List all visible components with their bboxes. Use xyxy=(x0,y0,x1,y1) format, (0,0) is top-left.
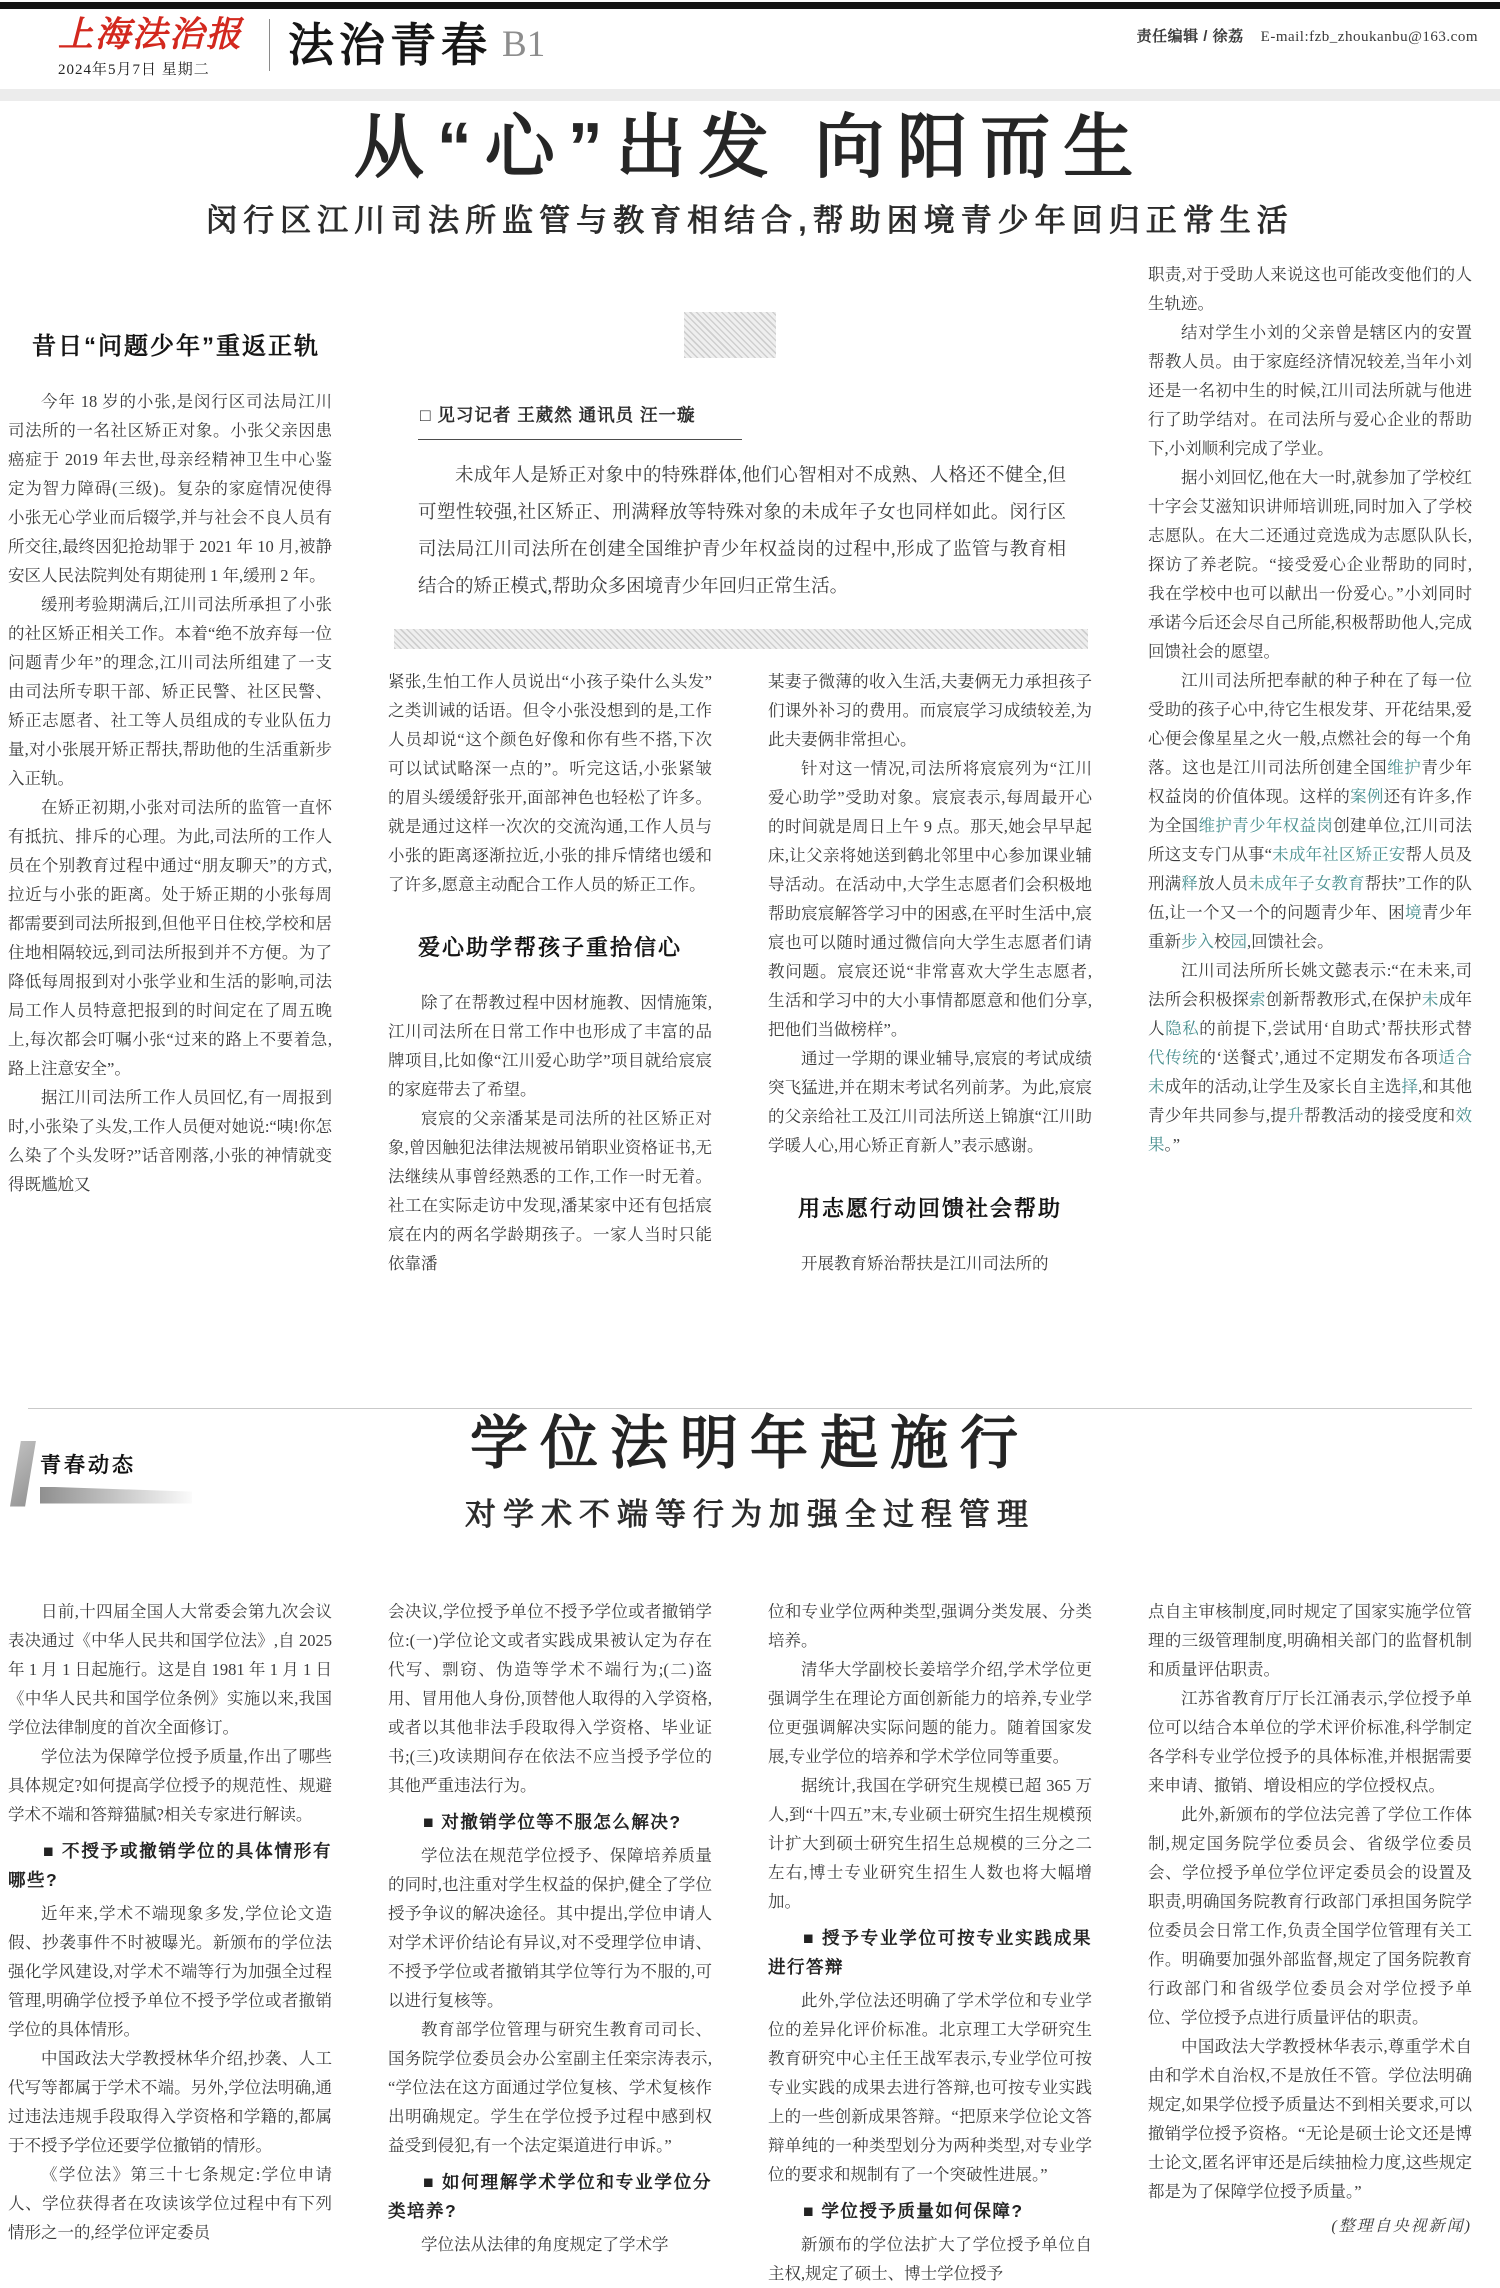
paragraph: 据统计,我国在学研究生规模已超 365 万人,到“十四五”末,专业硕士研究生招生规模预计扩大到硕士研究生招生总规模的三分之二左右,博士专业研究生招生人数也将大幅增加。 xyxy=(768,1775,1092,1911)
highlighted-text: 代传统 xyxy=(1148,1047,1200,1067)
byline: □ 见习记者 王葳然 通讯员 汪一璇 xyxy=(418,402,742,440)
intro-paragraph: 未成年人是矫正对象中的特殊群体,他们心智相对不成熟、人格还不健全,但可塑性较强,社区矫正、刑满释放等特殊对象的未成年子女也同样如此。闵行区司法局江川司法所在创建全国维护青少年权益岗的过程中,形成了监管与教育相结合的矫正模式,帮助众多困境青少年回归正常生活。 xyxy=(418,465,1066,597)
lead-middle-columns xyxy=(388,667,1092,1278)
lead-column-1 xyxy=(8,260,332,1378)
paragraph: 缓刑考验期满后,江川司法所承担了小张的社区矫正相关工作。本着“绝不放弃每一位问题青少年”的理念,江川司法所组建了一支由司法所专职干部、矫正民警、社区民警、矫正志愿者、社工等人员组成的专业队伍力量,对小张展开矫正帮扶,帮助他的生活重新步入正轨。 xyxy=(8,594,332,788)
lead-column-3 xyxy=(768,667,1092,1278)
question-heading: ■ 对撤销学位等不服怎么解决? xyxy=(423,1811,682,1832)
highlighted-text: 未 xyxy=(1421,989,1439,1009)
credit-line: (整理自央视新闻) xyxy=(1331,2217,1472,2235)
lead-middle-area xyxy=(388,260,1092,1378)
paragraph: 位和专业学位两种类型,强调分类发展、分类培养。 xyxy=(768,1601,1092,1650)
highlighted-text: 未成年社区矫正安 xyxy=(1272,844,1406,864)
kicker-label: 青春动态 xyxy=(40,1453,136,1477)
question-heading: ■ 不授予或撤销学位的具体情形有哪些? xyxy=(8,1840,332,1890)
second-column-2 xyxy=(388,1597,712,2288)
paragraph: 日前,十四届全国人大常委会第九次会议表决通过《中华人民共和国学位法》,自 2025 年 1 月 1 日起施行。这是自 1981 年 1 月 1 日《中华人民共和国学位条例》实施以来,我国学位法律制度的首次全面修订。 xyxy=(8,1601,332,1737)
highlighted-text: 维护 xyxy=(1387,757,1422,777)
top-rule xyxy=(0,2,1500,9)
paragraph: 江苏省教育厅厅长江涌表示,学位授予单位可以结合本单位的学术评价标准,科学制定各学科专业学位授予的具体标准,并根据需要来申请、撤销、增设相应的学位授权点。 xyxy=(1148,1688,1472,1795)
brand-block xyxy=(58,17,243,79)
highlighted-text: 释 xyxy=(1181,873,1199,893)
lead-column-4 xyxy=(1148,260,1472,1378)
highlighted-text: 升 xyxy=(1287,1105,1304,1125)
lead-headline: 从“心”出发 向阳而生 xyxy=(353,108,1147,186)
newspaper-logo: 上海法治报 xyxy=(58,15,244,54)
paragraph: 教育部学位管理与研究生教育司司长、国务院学位委员会办公室副主任栾宗涛表示,“学位法在这方面通过学位复核、学术复核作出明确规定。学生在学位授予过程中感到权益受到侵犯,有一个法定渠道进行申诉。” xyxy=(388,2019,712,2155)
paragraph: 江川司法所把奉献的种子种在了每一位受助的孩子心中,待它生根发芽、开花结果,爱心便会像星星之火一般,点燃社会的每一个角落。这也是江川司法所创建全国维护青少年权益岗的价值体现。这样的案例还有许多,作为全国维护青少年权益岗创建单位,江川司法所这支专门从事“未成年社区矫正安帮人员及刑满释放人员未成年子女教育帮扶”工作的队伍,让一个又一个的问题青少年、困境青少年重新步入校园,回馈社会。 xyxy=(1148,670,1473,951)
kicker-underline xyxy=(40,1487,192,1504)
crosshead: 爱心助学帮孩子重拾信心 xyxy=(417,934,682,960)
highlighted-text: 境 xyxy=(1405,902,1422,922)
question-heading: ■ 学位授予质量如何保障? xyxy=(803,2200,1024,2221)
paragraph: 学位法在规范学位授予、保障培养质量的同时,也注重对学生权益的保护,健全了学位授予争议的解决途径。其中提出,学位申请人对学术评价结论有异议,对不受理学位申请、不授予学位或者撤销其学位等行为不服的,可以进行复核等。 xyxy=(388,1845,712,2010)
paragraph: 此外,学位法还明确了学术学位和专业学位的差异化评价标准。北京理工大学研究生教育研究中心主任王战军表示,专业学位可按专业实践的成果去进行答辩,也可按专业实践上的一些创新成果答辩。“把原来学位论文答辩单纯的一种类型划分为两种类型,对专业学位的要求和规制有了一个突破性进展。” xyxy=(768,1990,1092,2184)
highlighted-text: 案例 xyxy=(1350,786,1384,806)
second-column-1 xyxy=(8,1597,332,2288)
paragraph: 此外,新颁布的学位法完善了学位工作体制,规定国务院学位委员会、省级学位委员会、学位授予单位学位评定委员会的设置及职责,明确国务院教育行政部门承担国务院学位委员会日常工作,负责全国学位管理有关工作。明确要加强外部监督,规定了国务院教育行政部门和省级学位委员会对学位授予单位、学位授予点进行质量评估的职责。 xyxy=(1148,1804,1472,2027)
paragraph: 点自主审核制度,同时规定了国家实施学位管理的三级管理制度,明确相关部门的监督机制和质量评估职责。 xyxy=(1148,1601,1472,1679)
masthead xyxy=(0,9,1500,87)
second-column-4 xyxy=(1148,1597,1472,2288)
second-headline: 学位法明年起施行 xyxy=(469,1410,1030,1476)
kicker-block xyxy=(40,1449,192,1504)
question-heading: ■ 授予专业学位可按专业实践成果进行答辩 xyxy=(768,1927,1092,1977)
crosshead: 用志愿行动回馈社会帮助 xyxy=(797,1195,1062,1221)
masthead-divider xyxy=(269,19,270,71)
header-band xyxy=(0,89,1500,101)
highlighted-text: 隐私 xyxy=(1165,1018,1200,1038)
paragraph: 江川司法所所长姚文懿表示:“在未来,司法所会积极探索创新帮教形式,在保护未成年人隐私的前提下,尝试用‘自助式’帮扶形式替代传统的‘送餐式’,通过不定期发布各项适合未成年的活动,让学生及家长自主选择,和其他青少年共同参与,提升帮教活动的接受度和效果。” xyxy=(1148,960,1473,1154)
paragraph: 职责,对于受助人来说这也可能改变他们的人生轨迹。 xyxy=(1148,264,1472,313)
paragraph: 针对这一情况,司法所将宸宸列为“江川爱心助学”受助对象。宸宸表示,每周最开心的时间就是周日上午 9 点。那天,她会早早起床,让父亲将她送到鹤北邻里中心参加课业辅导活动。在活动中,大学生志愿者们会积极地帮助宸宸解答学习中的困惑,在平时生活中,宸宸也可以随时通过微信向大学生志愿者们请教问题。宸宸还说“非常喜欢大学生志愿者,生活和学习中的大小事情都愿意和他们分享,把他们当做榜样”。 xyxy=(768,758,1092,1039)
editor-email: E-mail:fzb_zhoukanbu@163.com xyxy=(1260,29,1478,45)
editor-name: 责任编辑 / 徐荔 xyxy=(1136,28,1244,45)
paragraph: 会决议,学位授予单位不授予学位或者撤销学位:(一)学位论文或者实践成果被认定为存在代写、剽窃、伪造等学术不端行为;(二)盗用、冒用他人身份,顶替他人取得的入学资格,或者以其他非法手段取得入学资格、毕业证书;(三)攻读期间存在依法不应当授予学位的其他严重违法行为。 xyxy=(388,1601,712,1795)
highlighted-text: 维护青少年权益岗 xyxy=(1198,815,1334,835)
paragraph: 清华大学副校长姜培学介绍,学术学位更强调学生在理论方面创新能力的培养,专业学位更强调解决实际问题的能力。随着国家发展,专业学位的培养和学术学位同等重要。 xyxy=(768,1659,1092,1766)
newspaper-page xyxy=(0,2,1500,2283)
paragraph: 除了在帮教过程中因材施教、因情施策,江川司法所在日常工作中也形成了丰富的品牌项目,比如像“江川爱心助学”项目就给宸宸的家庭带去了希望。 xyxy=(388,992,712,1099)
section-name: 法治青春 xyxy=(288,19,493,71)
paragraph: 据江川司法所工作人员回忆,有一周报到时,小张染了头发,工作人员便对她说:“咦!你怎么染了个头发呀?”话音刚落,小张的神情就变得既尴尬又 xyxy=(8,1087,332,1194)
second-article-header xyxy=(0,1409,1500,1581)
highlighted-text: 择 xyxy=(1401,1076,1419,1096)
highlighted-text: 索 xyxy=(1249,989,1266,1009)
paragraph: 宸宸的父亲潘某是司法所的社区矫正对象,曾因触犯法律法规被吊销职业资格证书,无法继续从事曾经熟悉的工作,工作一时无着。社工在实际走访中发现,潘某家中还有包括宸宸在内的两名学龄期孩子。一家人当时只能依靠潘 xyxy=(388,1108,712,1273)
lead-column-1-text xyxy=(8,387,332,1199)
highlighted-text: 未成年子女教育 xyxy=(1248,873,1365,893)
paragraph: 学位法从法律的角度规定了学术学 xyxy=(421,2234,669,2254)
page-number: B1 xyxy=(502,24,546,65)
paragraph: 学位法为保障学位授予质量,作出了哪些具体规定?如何提高学位授予的规范性、规避学术不端和答辩猫腻?相关专家进行解读。 xyxy=(8,1746,332,1824)
paragraph: 中国政法大学教授林华表示,尊重学术自由和学术自治权,不是放任不管。学位法明确规定,如果学位授予质量达不到相关要求,可以撤销学位授予资格。“无论是硕士论文还是博士论文,匿名评审还是后续抽检力度,这些规定都是为了保障学位授予质量。” xyxy=(1148,2036,1472,2201)
lead-article-body xyxy=(0,260,1500,1378)
lead-column-2 xyxy=(388,667,712,1278)
highlighted-text: 园 xyxy=(1230,931,1247,951)
paragraph: 开展教育矫治帮扶是江川司法所的 xyxy=(801,1253,1049,1273)
paragraph: 中国政法大学教授林华介绍,抄袭、人工代写等都属于学术不端。另外,学位法明确,通过违法违规手段取得入学资格和学籍的,都属于不授予学位还要学位撤销的情形。 xyxy=(8,2048,332,2155)
paragraph: 在矫正初期,小张对司法所的监管一直怀有抵抗、排斥的心理。为此,司法所的工作人员在个别教育过程中通过“朋友聊天”的方式,拉近与小张的距离。处于矫正期的小张每周都需要到司法所报到,但他平日住校,学校和居住地相隔较远,到司法所报到并不方便。为了降低每周报到对小张学业和生活的影响,司法局工作人员特意把报到的时间定在了周五晚上,每次都会叮嘱小张“过来的路上不要着急,路上注意安全”。 xyxy=(8,797,332,1078)
issue-date: 2024年5月7日 星期二 xyxy=(58,61,210,78)
paragraph: 今年 18 岁的小张,是闵行区司法局江川司法所的一名社区矫正对象。小张父亲因患癌症于 2019 年去世,母亲经精神卫生中心鉴定为智力障碍(三级)。复杂的家庭情况使得小张无心学业而后辍学,并与社会不良人员有所交往,最终因犯抢劫罪于 2021 年 10 月,被静安区人民法院判处有期徒刑 1 年,缓刑 2 年。 xyxy=(8,391,332,585)
highlighted-text: 适合未 xyxy=(1148,1047,1472,1096)
paragraph: 结对学生小刘的父亲曾是辖区内的安置帮教人员。由于家庭经济情况较差,当年小刘还是一名初中生的时候,江川司法所就与他进行了助学结对。在司法所与爱心企业的帮助下,小刘顺利完成了学业。 xyxy=(1148,322,1472,458)
paragraph: 近年来,学术不端现象多发,学位论文造假、抄袭事件不时被曝光。新颁布的学位法强化学风建设,对学术不端等行为加强全过程管理,明确学位授予单位不授予学位或者撤销学位的具体情形。 xyxy=(8,1903,332,2039)
paragraph: 《学位法》第三十七条规定:学位申请人、学位获得者在攻读该学位过程中有下列情形之一的,经学位评定委员 xyxy=(8,2164,332,2242)
lead-column-heading: 昔日“问题少年”重返正轨 xyxy=(32,332,320,360)
paragraph: 新颁布的学位法扩大了学位授予单位自主权,规定了硕士、博士学位授予 xyxy=(768,2234,1092,2283)
highlighted-text: 效果 xyxy=(1148,1105,1473,1154)
second-column-3 xyxy=(768,1597,1092,2288)
paragraph: 通过一学期的课业辅导,宸宸的考试成绩突飞猛进,并在期末考试名列前茅。为此,宸宸的父亲给社工及江川司法所送上锦旗“江川助学暖人心,用心矫正育新人”表示感谢。 xyxy=(768,1048,1092,1155)
paragraph: 紧张,生怕工作人员说出“小孩子染什么头发”之类训诫的话语。但令小张没想到的是,工作人员却说“这个颜色好像和你有些不搭,下次可以试试略深一点的”。听完这话,小张紧皱的眉头缓缓舒张开,面部神色也轻松了许多。就是通过这样一次次的交流沟通,工作人员与小张的距离逐渐拉近,小张的排斥情绪也缓和了许多,愿意主动配合工作人员的矫正工作。 xyxy=(388,671,712,894)
paragraph: 某妻子微薄的收入生活,夫妻俩无力承担孩子们课外补习的费用。而宸宸学习成绩较差,为此夫妻俩非常担心。 xyxy=(768,671,1092,749)
paragraph: 据小刘回忆,他在大一时,就参加了学校红十字会艾滋知识讲师培训班,同时加入了学校志愿队。在大二还通过竞选成为志愿队队长,探访了养老院。“接受爱心企业帮助的同时,我在学校中也可以献出一份爱心。”小刘同时承诺今后还会尽自己所能,积极帮助他人,完成回馈社会的愿望。 xyxy=(1148,467,1472,661)
highlighted-text: 步入 xyxy=(1181,931,1214,951)
second-deck: 对学术不端等行为加强全过程管理 xyxy=(465,1496,1035,1532)
question-heading: ■ 如何理解学术学位和专业学位分类培养? xyxy=(388,2171,712,2221)
lead-deck: 闵行区江川司法所监管与教育相结合,帮助困境青少年回归正常生活 xyxy=(206,202,1294,238)
intro-box xyxy=(388,260,1092,645)
hatch-decoration-top xyxy=(684,312,776,358)
lead-article-header xyxy=(0,108,1500,240)
editor-line xyxy=(1137,15,1478,46)
hatch-decoration-bottom xyxy=(394,629,1088,649)
second-article-body xyxy=(0,1597,1500,2288)
